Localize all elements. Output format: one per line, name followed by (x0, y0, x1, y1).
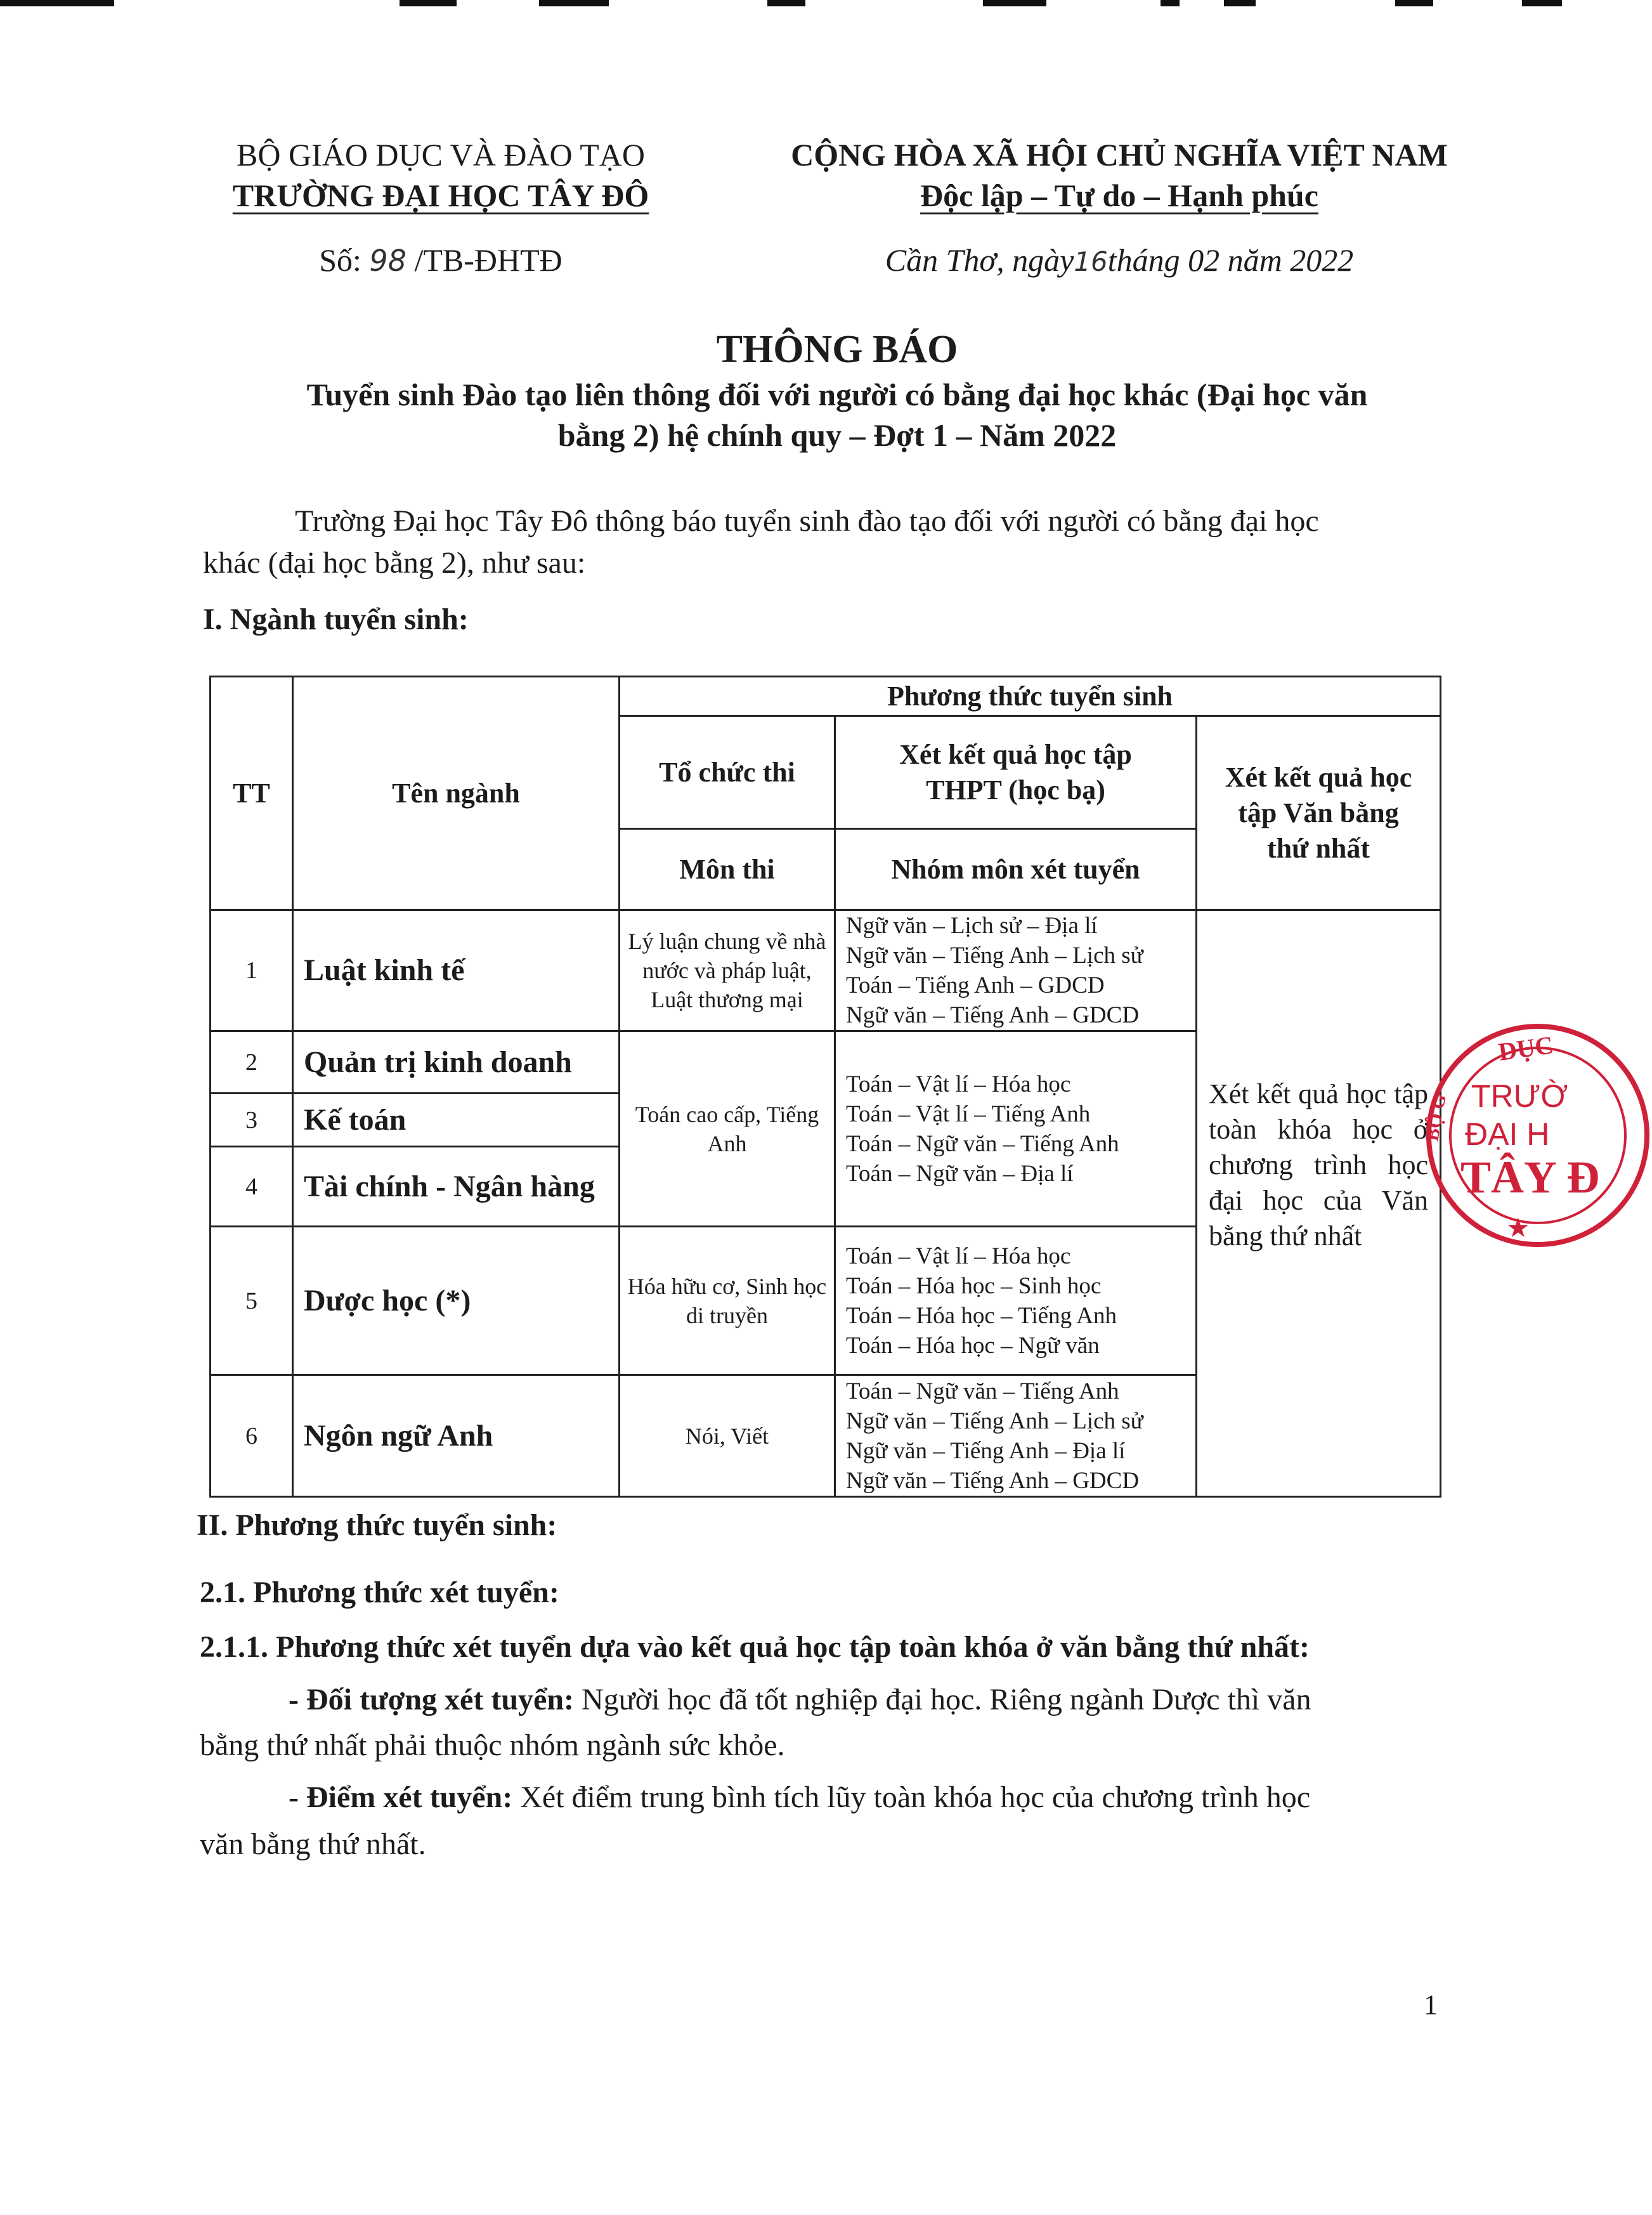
row-tt: 2 (211, 1031, 293, 1094)
subject-group: Ngữ văn – Tiếng Anh – Lịch sử (846, 1408, 1143, 1434)
stamp-top-text: DỤC (1496, 1030, 1556, 1066)
official-stamp (1411, 1009, 1652, 1250)
scan-mark (1522, 0, 1562, 6)
subject-group: Toán – Vật lí – Tiếng Anh (846, 1101, 1091, 1127)
subject-group: Ngữ văn – Lịch sử – Địa lí (846, 913, 1098, 939)
ministry-name: BỘ GIÁO DỤC VÀ ĐÀO TẠO (237, 137, 645, 173)
row-major-name: Tài chính - Ngân hàng (293, 1147, 620, 1227)
row-exam-subjects: Nói, Viết (620, 1375, 835, 1497)
section-1-heading: I. Ngành tuyển sinh: (203, 603, 469, 636)
header-to-chuc-thi: Tổ chức thi (620, 716, 835, 829)
header-van-bang: Xét kết quả học tập Văn bằng thứ nhất (1197, 716, 1441, 910)
header-hoc-ba: Xét kết quả học tập THPT (học bạ) (835, 716, 1197, 829)
row-subject-groups (835, 1227, 1197, 1375)
scan-mark (983, 0, 1046, 6)
page-number: 1 (1424, 1989, 1438, 2020)
number-prefix: Số: (319, 242, 361, 278)
scan-mark (1161, 0, 1180, 6)
row-tt: 4 (211, 1147, 293, 1227)
van-bang-criteria-text: Xét kết quả học tập toàn khóa học ở chương trình học đại học của Văn bằng thứ nhất (1209, 1078, 1428, 1251)
diem-line2: văn bằng thứ nhất. (200, 1827, 426, 1861)
row-tt: 3 (211, 1094, 293, 1147)
diem-text: Xét điểm trung bình tích lũy toàn khóa học của chương trình học (512, 1780, 1311, 1814)
doi-tuong-label: - Đối tượng xét tuyển: (289, 1683, 574, 1716)
subject-group: Ngữ văn – Tiếng Anh – GDCD (846, 1467, 1140, 1494)
row-subject-groups (835, 1375, 1197, 1497)
scan-mark (400, 0, 457, 6)
subject-group: Toán – Tiếng Anh – GDCD (846, 972, 1105, 998)
table-row (211, 910, 1441, 1031)
row-tt: 1 (211, 910, 293, 1031)
row-major-name: Quản trị kinh doanh (293, 1031, 620, 1094)
subject-group: Toán – Vật lí – Hóa học (846, 1071, 1071, 1097)
motto-text: Độc lập – Tự do – Hạnh phúc (920, 178, 1318, 213)
date-suffix: tháng 02 năm 2022 (1107, 242, 1354, 278)
row-major-name: Dược học (*) (293, 1227, 620, 1375)
row-exam-subjects: Lý luận chung về nhà nước và pháp luật, Luật thương mại (620, 910, 835, 1031)
row-tt: 5 (211, 1227, 293, 1375)
stamp-line3: TÂY Đ (1460, 1152, 1600, 1203)
section-2-heading: II. Phương thức tuyển sinh: (197, 1508, 557, 1542)
header-tt: TT (211, 677, 293, 910)
header-mon-thi: Môn thi (620, 829, 835, 910)
subject-group: Ngữ văn – Tiếng Anh – GDCD (846, 1002, 1140, 1028)
number-handwritten: 98 (369, 244, 406, 278)
date-day-handwritten: 16 (1074, 246, 1108, 277)
notice-subtitle-line2: bằng 2) hệ chính quy – Đợt 1 – Năm 2022 (557, 417, 1117, 453)
row-major-name: Kế toán (293, 1094, 620, 1147)
subject-group: Toán – Ngữ văn – Địa lí (846, 1160, 1074, 1187)
scan-mark (767, 0, 805, 6)
scan-mark (539, 0, 609, 6)
date-prefix: Cần Thơ, ngày (885, 242, 1074, 278)
van-bang-criteria (1197, 910, 1441, 1497)
header-nhom-mon: Nhóm môn xét tuyển (835, 829, 1197, 910)
intro-line1: Trường Đại học Tây Đô thông báo tuyển sinh đào tạo đối với người có bằng đại học (295, 504, 1319, 538)
scan-mark (0, 0, 114, 6)
school-name-text: TRƯỜNG ĐẠI HỌC TÂY ĐÔ (232, 178, 649, 213)
star-icon: ★ (1506, 1212, 1530, 1243)
scan-mark (1395, 0, 1433, 6)
diem-label: - Điểm xét tuyển: (289, 1780, 513, 1814)
notice-title: THÔNG BÁO (716, 328, 958, 371)
row-tt: 6 (211, 1375, 293, 1497)
row-major-name: Luật kinh tế (293, 910, 620, 1031)
subject-group: Toán – Ngữ văn – Tiếng Anh (846, 1378, 1119, 1404)
motto (755, 175, 1484, 216)
subject-group: Toán – Hóa học – Ngữ văn (846, 1332, 1100, 1359)
subject-group: Ngữ văn – Tiếng Anh – Lịch sử (846, 943, 1143, 969)
diem-line1 (289, 1775, 1310, 1820)
header-ten-nganh: Tên ngành (293, 677, 620, 910)
doi-tuong-text: Người học đã tốt nghiệp đại học. Riêng ngành Dược thì văn (574, 1683, 1311, 1716)
document-date (755, 240, 1484, 282)
row-exam-subjects: Hóa hữu cơ, Sinh học di truyền (620, 1227, 835, 1375)
row-major-name: Ngôn ngữ Anh (293, 1375, 620, 1497)
subject-group: Toán – Hóa học – Tiếng Anh (846, 1302, 1117, 1329)
subject-group: Ngữ văn – Tiếng Anh – Địa lí (846, 1437, 1126, 1464)
notice-subtitle-line1: Tuyển sinh Đào tạo liên thông đối với người có bằng đại học khác (Đại học văn (306, 377, 1368, 412)
row-exam-subjects: Toán cao cấp, Tiếng Anh (620, 1031, 835, 1227)
number-suffix: /TB-ĐHTĐ (414, 242, 563, 278)
stamp-line2: ĐẠI H (1465, 1116, 1550, 1152)
subject-group: Toán – Ngữ văn – Tiếng Anh (846, 1130, 1119, 1157)
doi-tuong-line1 (289, 1677, 1311, 1723)
country-name: CỘNG HÒA XÃ HỘI CHỦ NGHĨA VIỆT NAM (791, 137, 1448, 173)
row-subject-groups (835, 1031, 1197, 1227)
section-2-1-1-heading: 2.1.1. Phương thức xét tuyển dựa vào kết quả học tập toàn khóa ở văn bằng thứ nhất: (200, 1630, 1310, 1664)
school-name (190, 175, 691, 216)
subject-group: Toán – Vật lí – Hóa học (846, 1243, 1071, 1269)
stamp-side-text: BỘ G (1421, 1092, 1450, 1143)
admission-table (209, 676, 1441, 1498)
scan-mark (1224, 0, 1256, 6)
header-phuong-thuc: Phương thức tuyển sinh (620, 677, 1441, 716)
document-number (190, 240, 691, 281)
intro-line2: khác (đại học bằng 2), như sau: (203, 546, 586, 580)
doi-tuong-line2: bằng thứ nhất phải thuộc nhóm ngành sức khỏe. (200, 1728, 785, 1762)
subject-group: Toán – Hóa học – Sinh học (846, 1272, 1102, 1299)
row-subject-groups (835, 910, 1197, 1031)
section-2-1-heading: 2.1. Phương thức xét tuyển: (200, 1576, 559, 1609)
stamp-line1: TRƯỜ (1471, 1078, 1568, 1114)
